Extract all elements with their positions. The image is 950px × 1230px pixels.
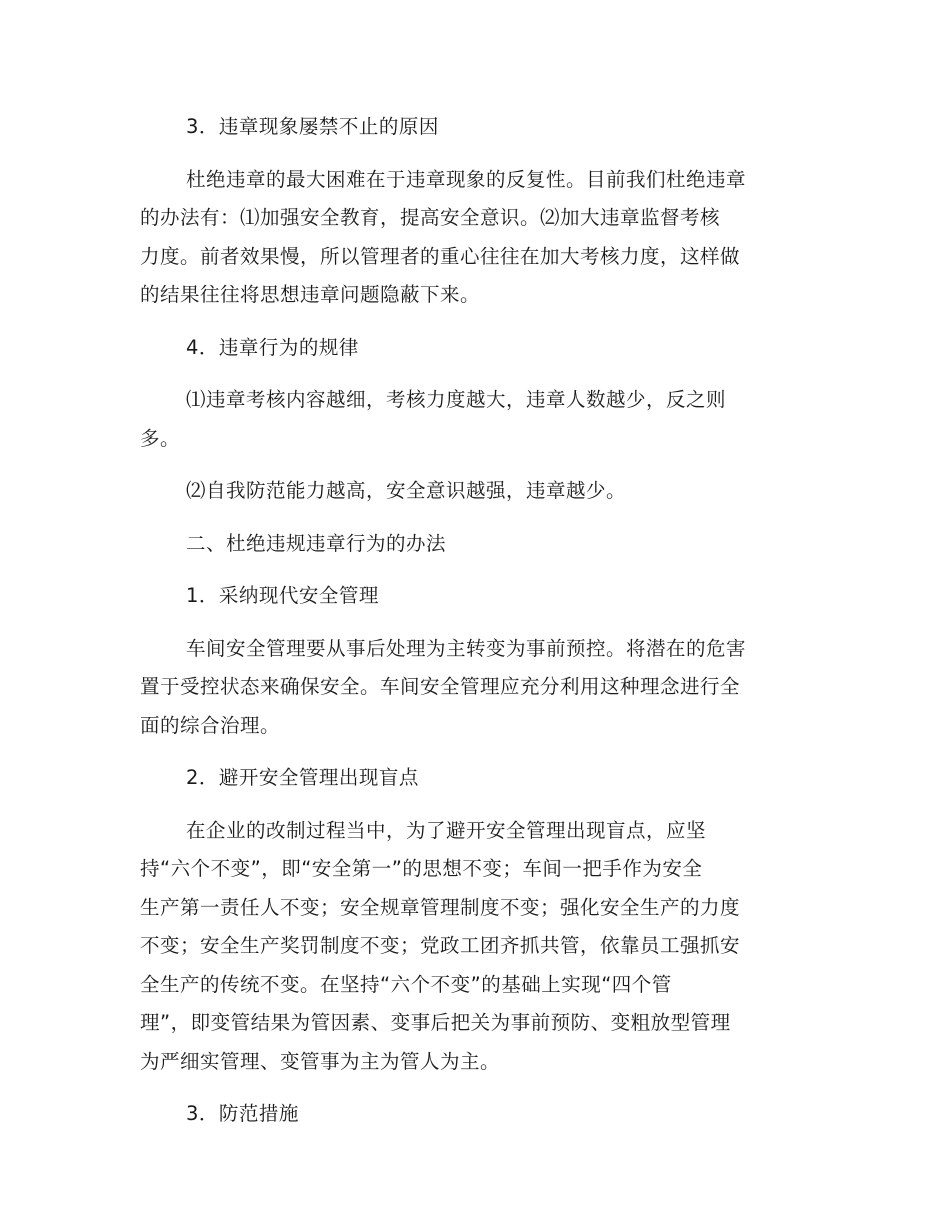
paragraph [140, 812, 800, 1082]
section-heading: 1．采纳现代安全管理 [186, 584, 379, 607]
paragraph-line: 的办法有：⑴加强安全教育，提高安全意识。⑵加大违章监督考核 [140, 206, 721, 229]
paragraph [140, 630, 800, 746]
section-heading: 二、杜绝违规违章行为的办法 [186, 531, 447, 555]
paragraph-line: ⑴违章考核内容越细，考核力度越大，违章人数越少，反之则 [186, 388, 727, 411]
paragraph-line: 杜绝违章的最大困难在于违章现象的反复性。目前我们杜绝违章 [186, 167, 747, 191]
paragraph-line: 生产第一责任人不变；安全规章管理制度不变；强化安全生产的力度 [140, 895, 741, 919]
paragraph-line: 为严细实管理、变管事为主为管人为主。 [140, 1049, 501, 1073]
paragraph-line: ⑵自我防范能力越高，安全意识越强，违章越少。 [186, 479, 627, 502]
paragraph-line: 不变；安全生产奖罚制度不变；党政工团齐抓共管，依靠员工强抓安 [140, 934, 741, 957]
paragraph-line: 车间安全管理要从事后处理为主转变为事前预控。将潜在的危害 [186, 636, 747, 660]
section-heading: 3．防范措施 [186, 1102, 299, 1125]
paragraph [140, 472, 800, 511]
paragraph-line: 面的综合治理。 [140, 713, 281, 737]
paragraph-line: 的结果往往将思想违章问题隐蔽下来。 [140, 283, 481, 306]
section-heading: 4．违章行为的规律 [186, 335, 359, 359]
paragraph-line: 多。 [140, 426, 181, 450]
section-heading: 3．违章现象屡禁不止的原因 [186, 115, 439, 138]
section-heading: 2．避开安全管理出现盲点 [186, 766, 419, 789]
paragraph-line: 力度。前者效果慢，所以管理者的重心往往在加大考核力度，这样做 [140, 244, 741, 268]
paragraph-line: 在企业的改制过程当中，为了避开安全管理出现盲点，应坚 [186, 818, 707, 842]
paragraph [140, 381, 800, 458]
paragraph-line: 持“六个不变”，即“安全第一”的思想不变；车间一把手作为安全 [140, 857, 703, 880]
paragraph-line: 置于受控状态来确保安全。车间安全管理应充分利用这种理念进行全 [140, 675, 741, 698]
paragraph-line: 全生产的传统不变。在坚持“六个不变”的基础上实现“四个管 [140, 972, 672, 996]
paragraph [140, 161, 800, 315]
document-body [140, 108, 800, 1148]
paragraph-line: 理”，即变管结果为管因素、变事后把关为事前预防、变粗放型管理 [140, 1011, 731, 1034]
